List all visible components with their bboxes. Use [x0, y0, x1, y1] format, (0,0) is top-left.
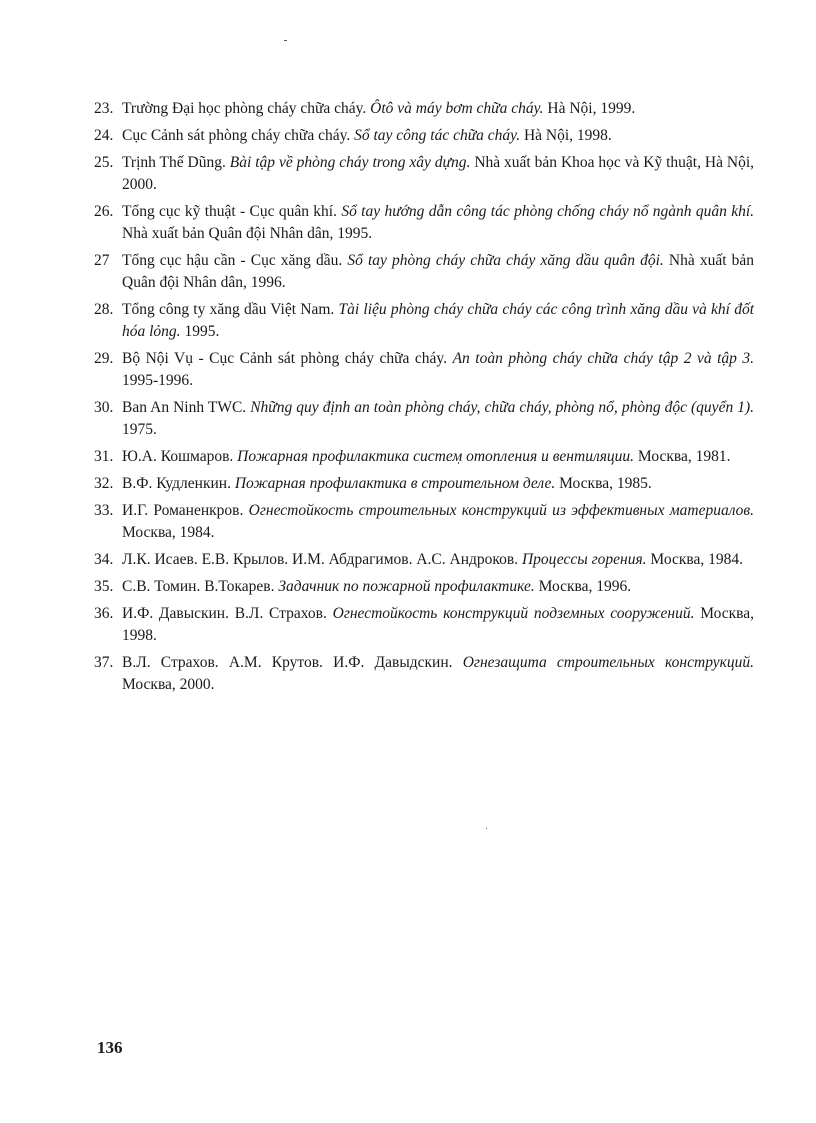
reference-number: 24. [94, 127, 114, 144]
reference-publication: Москва, 1984. [650, 551, 743, 568]
reference-number: 29. [94, 350, 114, 367]
reference-item [94, 603, 754, 647]
reference-author: В.Л. Страхов. А.М. Крутов. И.Ф. Давыдскин. [122, 654, 453, 671]
reference-item [94, 250, 754, 294]
reference-title: Sổ tay phòng cháy chữa cháy xăng dầu quân đội. [347, 252, 664, 269]
reference-publication: Москва, 1998. [122, 605, 755, 644]
reference-author: Bộ Nội Vụ - Cục Cảnh sát phòng cháy chữa cháy. [122, 350, 448, 367]
reference-number: 25. [94, 154, 114, 171]
reference-author: Tổng cục kỹ thuật - Cục quân khí. [122, 203, 337, 220]
reference-publication: Москва, 1985. [559, 475, 652, 492]
reference-item [94, 299, 754, 343]
reference-number: 34. [94, 551, 114, 568]
reference-number: 31. [94, 448, 114, 465]
reference-item [94, 652, 754, 696]
reference-item [94, 201, 754, 245]
reference-title: Огнезащита строительных конструкций. [462, 654, 754, 671]
reference-author: Tổng công ty xăng dầu Việt Nam. [122, 301, 335, 318]
reference-number: 23. [94, 100, 114, 117]
reference-number: 36. [94, 605, 114, 622]
reference-author: Trường Đại học phòng cháy chữa cháy. [122, 100, 367, 117]
reference-title: Огнестойкость конструкций подземных сооружений. [332, 605, 695, 622]
reference-author: И.Ф. Давыскин. В.Л. Страхов. [122, 605, 327, 622]
reference-number: 37. [94, 654, 114, 671]
reference-item [94, 549, 754, 571]
reference-number: 35. [94, 578, 114, 595]
reference-title: Процессы горения. [521, 551, 647, 568]
reference-item [94, 125, 754, 147]
reference-title: Những quy định an toàn phòng cháy, chữa cháy, phòng nổ, phòng độc (quyển 1). [250, 399, 755, 416]
reference-publication: 1995-1996. [122, 372, 194, 389]
reference-publication: Москва, 2000. [122, 676, 215, 693]
reference-author: Ban An Ninh TWC. [122, 399, 247, 416]
page-number: 136 [97, 1038, 123, 1057]
reference-publication: Москва, 1996. [538, 578, 632, 595]
reference-item [94, 348, 754, 392]
reference-item [94, 446, 754, 468]
reference-title: Огнестойкость строительных конструкций из эффективных материалов. [248, 502, 755, 519]
reference-publication: 1975. [122, 421, 157, 438]
reference-publication: Hà Nội, 1999. [547, 100, 636, 117]
reference-publication: 1995. [184, 323, 220, 340]
reference-number: 32. [94, 475, 114, 492]
reference-title: Bài tập về phòng cháy trong xây dựng. [229, 154, 471, 171]
reference-author: Trịnh Thế Dũng. [122, 154, 226, 171]
reference-title: Sổ tay công tác chữa cháy. [354, 127, 521, 144]
reference-item [94, 473, 754, 495]
reference-number: 28. [94, 301, 114, 318]
reference-number: 26. [94, 203, 114, 220]
reference-item [94, 397, 754, 441]
reference-title: An toàn phòng cháy chữa cháy tập 2 và tập 3. [452, 350, 754, 367]
scan-speck [284, 40, 287, 41]
reference-author: И.Г. Романенкров. [122, 502, 244, 519]
reference-title: Tài liệu phòng cháy chữa cháy các công trình xăng dầu và khí đốt hóa lỏng. [122, 301, 755, 340]
reference-author: С.В. Томин. В.Токарев. [122, 578, 275, 595]
reference-publication: Hà Nội, 1998. [523, 127, 612, 144]
reference-title: Пожарная профилактика систем отопления и вентиляции. [237, 448, 635, 465]
reference-publication: Москва, 1984. [122, 524, 215, 541]
reference-item [94, 98, 754, 120]
reference-list [94, 98, 754, 701]
reference-title: Sổ tay hướng dẫn công tác phòng chống cháy nổ ngành quân khí. [341, 203, 755, 220]
reference-author: Tổng cục hậu cần - Cục xăng dầu. [122, 252, 343, 269]
reference-author: В.Ф. Кудленкин. [122, 475, 231, 492]
reference-title: Ôtô và máy bơm chữa cháy. [370, 100, 544, 117]
reference-publication: Nhà xuất bản Quân đội Nhân dân, 1996. [122, 252, 754, 291]
reference-publication: Москва, 1981. [637, 448, 731, 465]
reference-publication: Nhà xuất bản Quân đội Nhân dân, 1995. [122, 225, 373, 242]
reference-number: 27 [94, 252, 110, 269]
scan-speck [486, 828, 487, 829]
reference-number: 30. [94, 399, 114, 416]
reference-item [94, 152, 754, 196]
reference-author: Ю.А. Кошмаров. [122, 448, 234, 465]
reference-item [94, 576, 754, 598]
reference-author: Л.К. Исаев. Е.В. Крылов. И.М. Абдрагимов. А.С. Андроков. [122, 551, 519, 568]
reference-title: Задачник по пожарной профилактике. [278, 578, 535, 595]
reference-number: 33. [94, 502, 114, 519]
reference-publication: Nhà xuất bản Khoa học và Kỹ thuật, Hà Nội, 2000. [122, 154, 755, 193]
reference-author: Cục Cảnh sát phòng cháy chữa cháy. [122, 127, 351, 144]
reference-title: Пожарная профилактика в строительном деле. [234, 475, 556, 492]
reference-item [94, 500, 754, 544]
